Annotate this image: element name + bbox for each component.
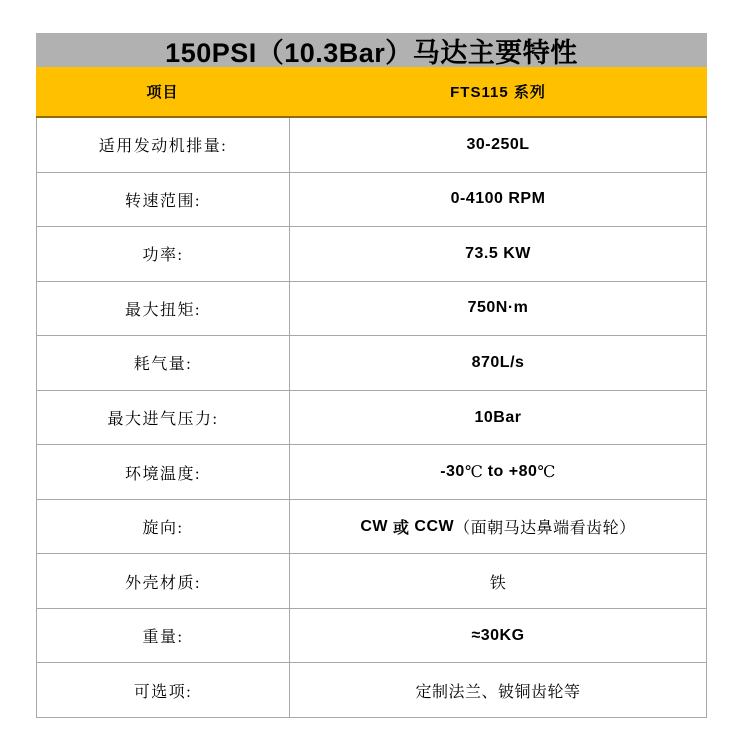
value-segment: CW [360,517,388,535]
value-segment: 73.5 KW [465,244,531,262]
value-segment: 10Bar [474,408,522,426]
row-label: 重量: [37,609,290,663]
row-label: 外壳材质: [37,554,290,608]
table-row [37,500,706,555]
row-value [290,118,706,172]
row-label: 耗气量: [37,336,290,390]
table-row [37,609,706,664]
row-value [290,173,706,227]
row-label: 环境温度: [37,445,290,499]
value-segment: -30 [440,463,465,481]
table-body [36,118,707,718]
header-item-column: 项目 [146,84,179,101]
row-value [290,500,706,554]
table-row [37,173,706,228]
row-label: 转速范围: [37,173,290,227]
row-value [290,282,706,336]
value-segment: 870L/s [471,353,525,371]
row-value [290,663,706,717]
row-value [290,227,706,281]
spec-table [36,33,707,718]
header-series-column: FTS115 系列 [450,84,546,101]
value-segment: 750N·m [467,299,529,317]
value-segment: 定制法兰、铍铜齿轮等 [415,683,581,701]
table-title: 150PSI（10.3Bar）马达主要特性 [36,33,707,67]
row-label: 可选项: [37,663,290,717]
value-segment: 铁 [489,574,507,592]
table-row [37,118,706,173]
row-value [290,554,706,608]
row-label: 最大扭矩: [37,282,290,336]
value-segment: 或 [388,520,415,538]
value-segment: 30-250L [466,135,530,153]
table-row [37,445,706,500]
table-row [37,391,706,446]
row-value [290,391,706,445]
row-label: 最大进气压力: [37,391,290,445]
value-segment: to +80 [487,463,538,481]
row-label: 适用发动机排量: [37,118,290,172]
table-row [37,336,706,391]
row-label: 功率: [37,227,290,281]
value-segment: CCW [414,517,455,535]
table-header-row [36,67,707,118]
table-row [37,663,706,717]
value-segment: ℃ [464,464,488,482]
value-segment: 0-4100 RPM [450,190,546,208]
table-row [37,282,706,337]
row-value [290,609,706,663]
row-value [290,445,706,499]
table-row [37,227,706,282]
value-segment: （面朝马达鼻端看齿轮） [454,520,636,538]
table-row [37,554,706,609]
value-segment: ≈30KG [471,626,525,644]
row-label: 旋向: [37,500,290,554]
value-segment: ℃ [537,464,556,482]
row-value [290,336,706,390]
